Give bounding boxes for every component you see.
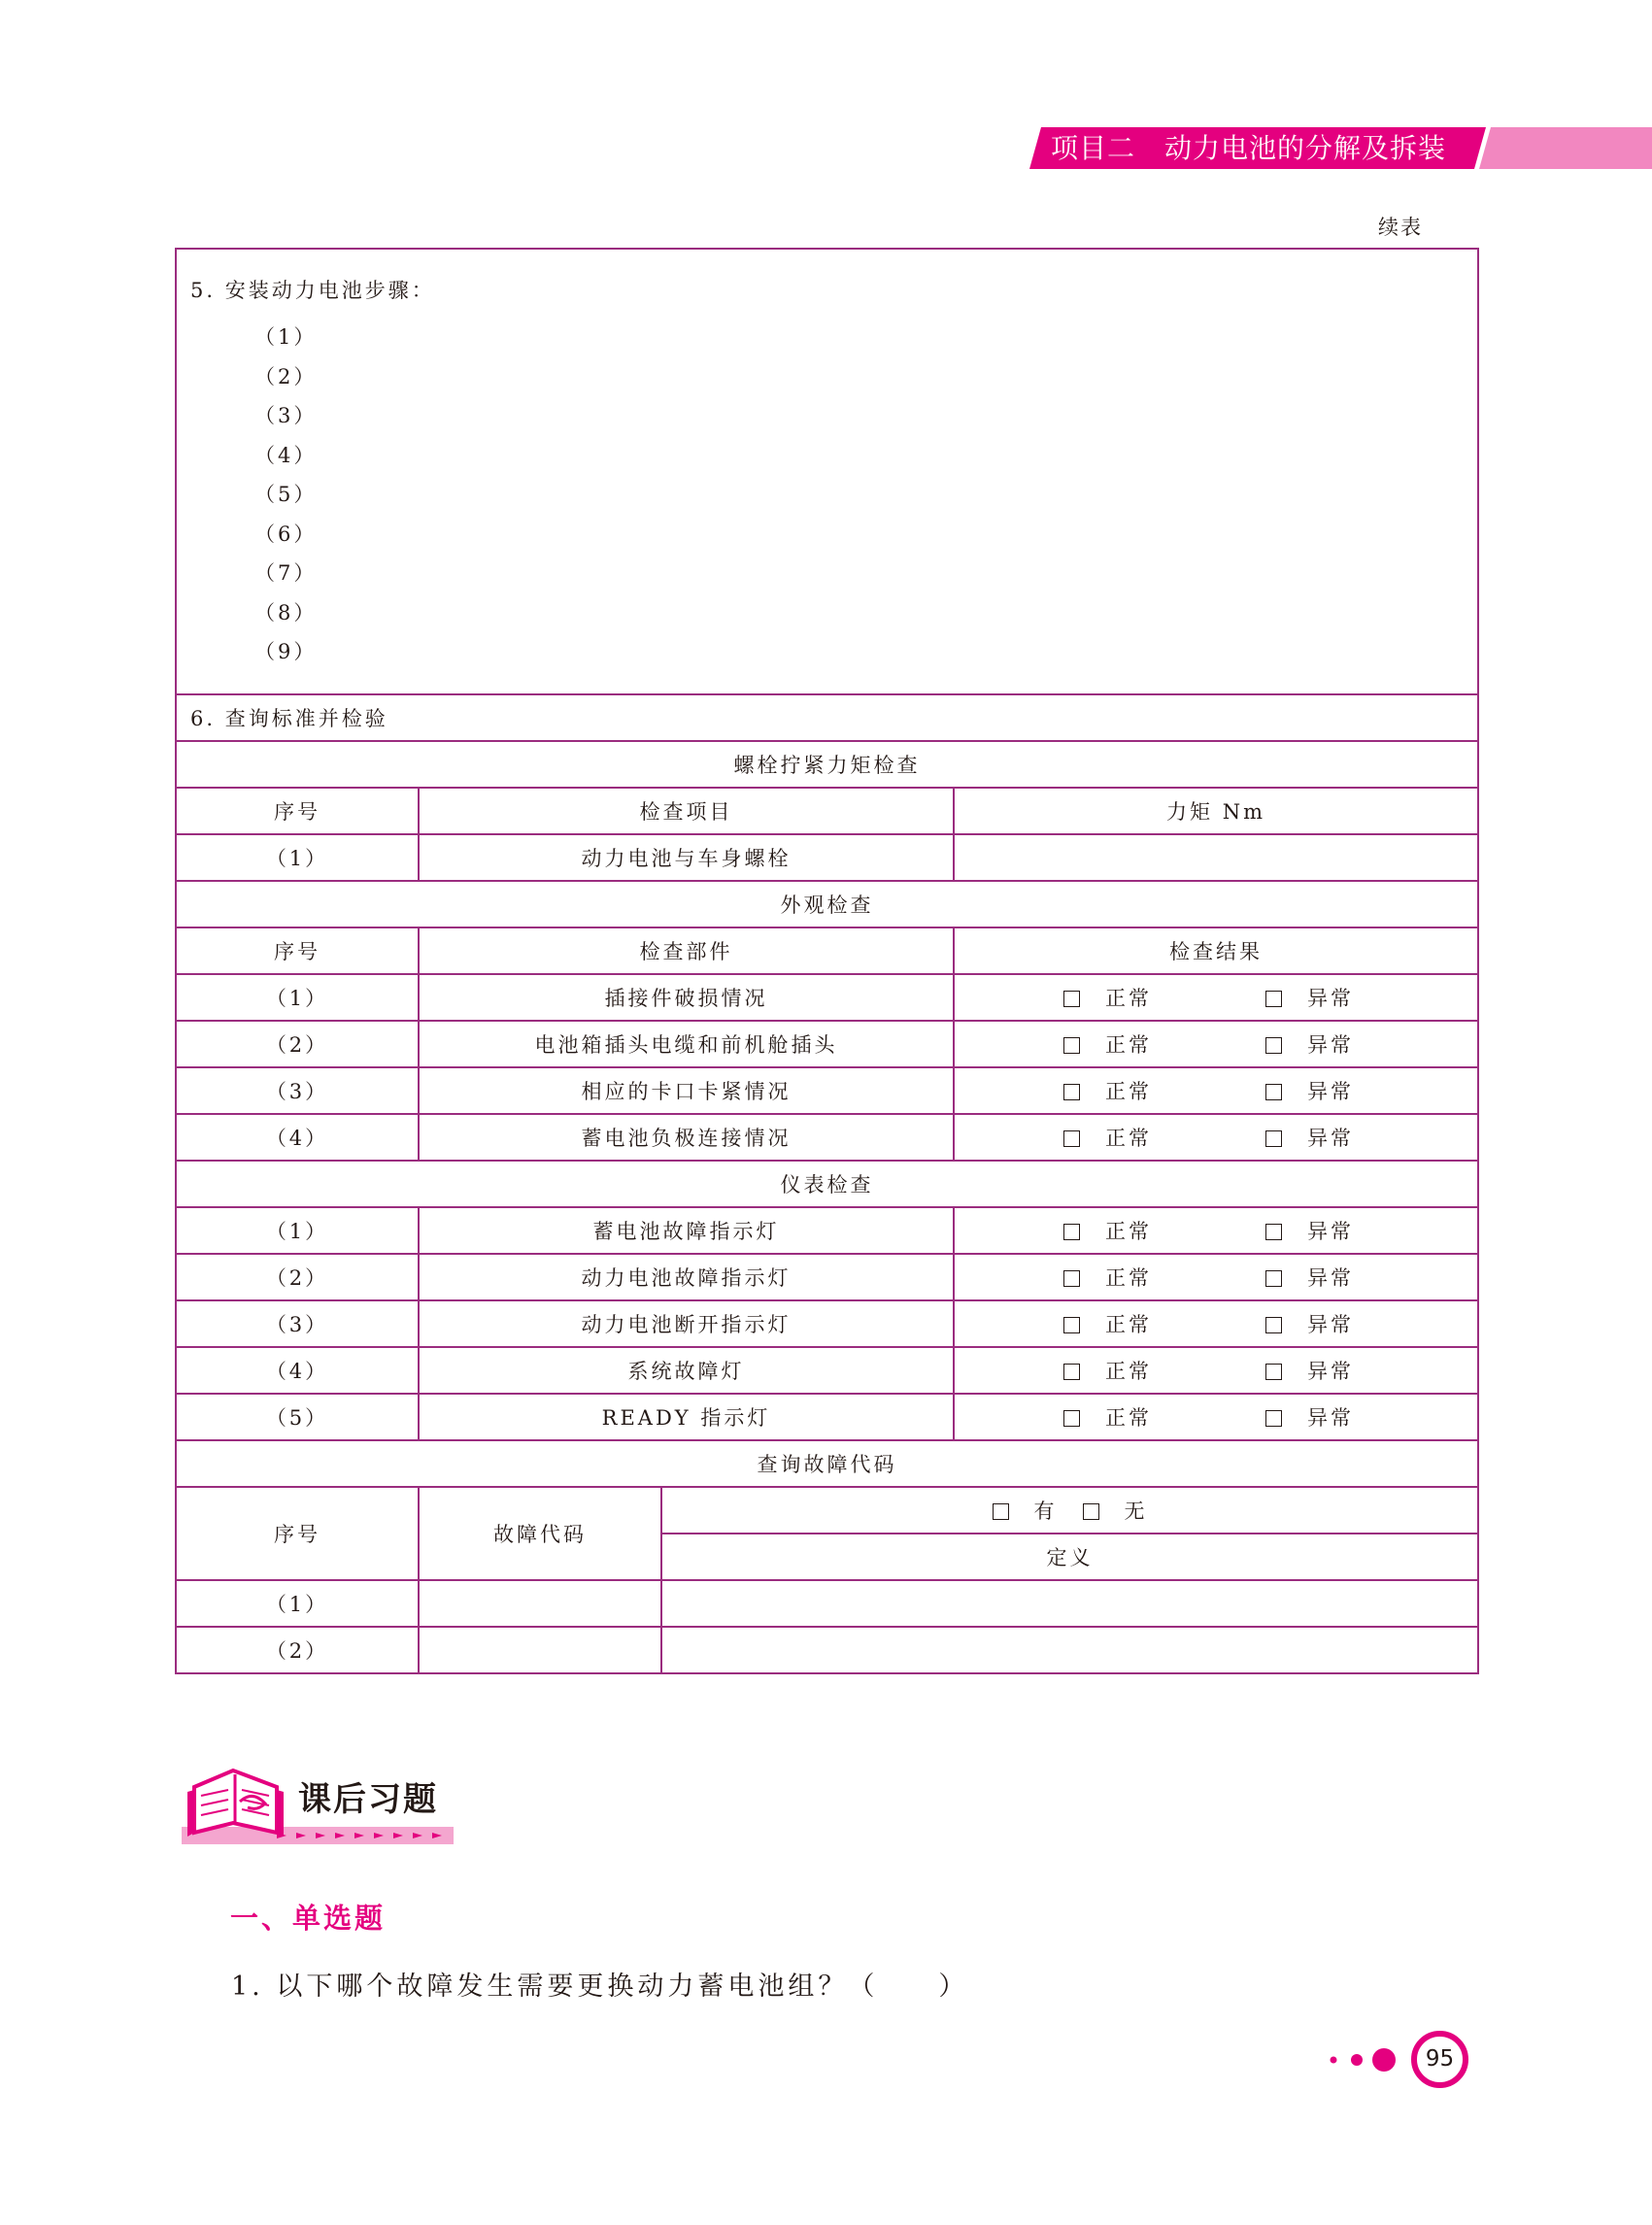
abnormal-label: 异常 xyxy=(1307,1265,1354,1290)
row-item: 动力电池故障指示灯 xyxy=(419,1254,954,1300)
abnormal-option[interactable] xyxy=(1265,1356,1354,1385)
result-cell xyxy=(954,1207,1478,1254)
result-cell xyxy=(954,1254,1478,1300)
row-item: 电池箱插头电缆和前机舱插头 xyxy=(419,1021,954,1067)
col-no: 序号 xyxy=(176,1487,419,1580)
install-steps-cell xyxy=(176,249,1478,694)
table-row xyxy=(176,1394,1478,1440)
exercises-header xyxy=(180,1763,461,1855)
abnormal-option[interactable] xyxy=(1265,1216,1354,1245)
normal-label: 正常 xyxy=(1105,1219,1152,1243)
result-cell xyxy=(954,1394,1478,1440)
normal-label: 正常 xyxy=(1105,1405,1152,1430)
table-row xyxy=(176,1067,1478,1114)
no-label: 无 xyxy=(1124,1499,1148,1523)
row-no: （3） xyxy=(176,1300,419,1347)
checkbox[interactable] xyxy=(1063,1130,1080,1147)
abnormal-option[interactable] xyxy=(1265,1263,1354,1292)
list-item: （1） xyxy=(254,325,318,349)
abnormal-option[interactable] xyxy=(1265,1402,1354,1432)
normal-label: 正常 xyxy=(1105,1359,1152,1383)
checkbox[interactable] xyxy=(1063,1084,1080,1100)
normal-label: 正常 xyxy=(1105,1032,1152,1057)
checkbox[interactable] xyxy=(1063,1224,1080,1240)
normal-option[interactable] xyxy=(1063,1402,1152,1432)
definition-field[interactable] xyxy=(661,1580,1478,1627)
list-item: （9） xyxy=(254,640,318,663)
table-row xyxy=(176,834,1478,881)
chapter-banner xyxy=(1029,127,1652,169)
row-no: （1） xyxy=(176,1580,419,1627)
checkbox[interactable] xyxy=(1265,1130,1282,1147)
checkbox[interactable] xyxy=(1063,991,1080,1007)
normal-option[interactable] xyxy=(1063,1216,1152,1245)
col-part: 检查部件 xyxy=(419,927,954,974)
checkbox[interactable] xyxy=(1265,1364,1282,1380)
table-row xyxy=(176,741,1478,788)
row-item: 蓄电池故障指示灯 xyxy=(419,1207,954,1254)
table-row xyxy=(176,1021,1478,1067)
normal-label: 正常 xyxy=(1105,986,1152,1010)
abnormal-label: 异常 xyxy=(1307,1079,1354,1103)
table-row xyxy=(176,1161,1478,1207)
page-number: 95 xyxy=(1411,2031,1468,2088)
fault-codes-heading: 查询故障代码 xyxy=(176,1440,1478,1487)
abnormal-label: 异常 xyxy=(1307,1032,1354,1057)
table-header-row xyxy=(176,788,1478,834)
table-row xyxy=(176,881,1478,927)
abnormal-option[interactable] xyxy=(1265,1309,1354,1338)
row-no: （1） xyxy=(176,974,419,1021)
normal-option[interactable] xyxy=(1063,1356,1152,1385)
checkbox[interactable] xyxy=(1265,1037,1282,1054)
col-item: 检查项目 xyxy=(419,788,954,834)
row-no: （2） xyxy=(176,1254,419,1300)
abnormal-label: 异常 xyxy=(1307,986,1354,1010)
table-row xyxy=(176,1627,1478,1673)
table-row xyxy=(176,1300,1478,1347)
list-item: （5） xyxy=(254,483,318,506)
normal-option[interactable] xyxy=(1063,1029,1152,1059)
checkbox[interactable] xyxy=(1265,1270,1282,1287)
definition-field[interactable] xyxy=(661,1627,1478,1673)
normal-option[interactable] xyxy=(1063,1309,1152,1338)
table-row xyxy=(176,1254,1478,1300)
row-no: （2） xyxy=(176,1627,419,1673)
abnormal-option[interactable] xyxy=(1265,1029,1354,1059)
normal-option[interactable] xyxy=(1063,1263,1152,1292)
yes-no-cell xyxy=(661,1487,1478,1534)
yes-no-options xyxy=(993,1496,1148,1525)
chapter-title: 动力电池的分解及拆装 xyxy=(1164,132,1447,164)
normal-label: 正常 xyxy=(1105,1079,1152,1103)
install-steps-list xyxy=(190,318,1477,693)
checkbox[interactable] xyxy=(1063,1410,1080,1427)
row-item: 插接件破损情况 xyxy=(419,974,954,1021)
inspection-table xyxy=(175,248,1479,1674)
checkbox[interactable] xyxy=(1063,1317,1080,1333)
checkbox[interactable] xyxy=(1265,1410,1282,1427)
result-cell xyxy=(954,974,1478,1021)
table-row xyxy=(176,974,1478,1021)
result-cell xyxy=(954,1347,1478,1394)
continued-label: 续表 xyxy=(1378,216,1423,239)
col-definition: 定义 xyxy=(661,1534,1478,1580)
yes-checkbox[interactable] xyxy=(993,1503,1009,1520)
checkbox[interactable] xyxy=(1063,1037,1080,1054)
row-item: 动力电池断开指示灯 xyxy=(419,1300,954,1347)
result-cell xyxy=(954,1067,1478,1114)
no-checkbox[interactable] xyxy=(1083,1503,1099,1520)
row-item: 蓄电池负极连接情况 xyxy=(419,1114,954,1161)
abnormal-label: 异常 xyxy=(1307,1126,1354,1150)
row-item: READY 指示灯 xyxy=(419,1394,954,1440)
table-header-row xyxy=(176,927,1478,974)
inspection-title: 6. 查询标准并检验 xyxy=(176,694,1478,741)
row-no: （1） xyxy=(176,834,419,881)
normal-option[interactable] xyxy=(1063,1076,1152,1105)
abnormal-label: 异常 xyxy=(1307,1312,1354,1336)
row-no: （5） xyxy=(176,1394,419,1440)
row-item: 系统故障灯 xyxy=(419,1347,954,1394)
normal-label: 正常 xyxy=(1105,1312,1152,1336)
row-no: （1） xyxy=(176,1207,419,1254)
table-row xyxy=(176,1580,1478,1627)
row-no: （4） xyxy=(176,1114,419,1161)
result-cell xyxy=(954,1300,1478,1347)
fault-code-field[interactable] xyxy=(419,1580,661,1627)
abnormal-label: 异常 xyxy=(1307,1359,1354,1383)
abnormal-label: 异常 xyxy=(1307,1219,1354,1243)
table-row xyxy=(176,694,1478,741)
row-item: 动力电池与车身螺栓 xyxy=(419,834,954,881)
col-no: 序号 xyxy=(176,788,419,834)
list-item: （7） xyxy=(254,561,318,585)
row-no: （4） xyxy=(176,1347,419,1394)
checkbox[interactable] xyxy=(1265,1317,1282,1333)
question-1: 1. 以下哪个故障发生需要更换动力蓄电池组？（ ） xyxy=(231,1972,969,2002)
list-item: （6） xyxy=(254,522,318,546)
section-title: 一、单选题 xyxy=(230,1902,387,1935)
list-item: （2） xyxy=(254,364,318,388)
normal-label: 正常 xyxy=(1105,1265,1152,1290)
checkbox[interactable] xyxy=(1063,1364,1080,1380)
yes-label: 有 xyxy=(1033,1499,1058,1523)
table-row xyxy=(176,1440,1478,1487)
abnormal-label: 异常 xyxy=(1307,1405,1354,1430)
col-no: 序号 xyxy=(176,927,419,974)
col-result: 检查结果 xyxy=(954,927,1478,974)
dots-icon xyxy=(1326,2025,1413,2093)
project-label: 项目二 xyxy=(1051,132,1136,164)
abnormal-option[interactable] xyxy=(1265,983,1354,1012)
row-no: （3） xyxy=(176,1067,419,1114)
checkbox[interactable] xyxy=(1265,1084,1282,1100)
row-item: 相应的卡口卡紧情况 xyxy=(419,1067,954,1114)
table-row xyxy=(176,1347,1478,1394)
result-cell xyxy=(954,1021,1478,1067)
checkbox[interactable] xyxy=(1063,1270,1080,1287)
normal-label: 正常 xyxy=(1105,1126,1152,1150)
instrument-heading: 仪表检查 xyxy=(176,1161,1478,1207)
table-header-row xyxy=(176,1487,1478,1534)
col-code: 故障代码 xyxy=(419,1487,661,1580)
col-torque: 力矩 Nm xyxy=(954,788,1478,834)
normal-option[interactable] xyxy=(1063,983,1152,1012)
page-number-badge xyxy=(1326,2025,1481,2103)
fault-code-field[interactable] xyxy=(419,1627,661,1673)
install-steps-row xyxy=(176,249,1478,694)
torque-value-field[interactable] xyxy=(954,834,1478,881)
row-no: （2） xyxy=(176,1021,419,1067)
table-row xyxy=(176,1114,1478,1161)
install-steps-title: 5. 安装动力电池步骤： xyxy=(190,279,435,302)
checkbox[interactable] xyxy=(1265,991,1282,1007)
appearance-heading: 外观检查 xyxy=(176,881,1478,927)
list-item: （8） xyxy=(254,600,318,624)
exercises-title: 课后习题 xyxy=(298,1780,438,1819)
abnormal-option[interactable] xyxy=(1265,1123,1354,1152)
list-item: （4） xyxy=(254,443,318,467)
checkbox[interactable] xyxy=(1265,1224,1282,1240)
result-cell xyxy=(954,1114,1478,1161)
table-row xyxy=(176,1207,1478,1254)
banner-title xyxy=(1051,127,1446,169)
normal-option[interactable] xyxy=(1063,1123,1152,1152)
torque-heading: 螺栓拧紧力矩检查 xyxy=(176,741,1478,788)
list-item: （3） xyxy=(254,404,318,427)
abnormal-option[interactable] xyxy=(1265,1076,1354,1105)
